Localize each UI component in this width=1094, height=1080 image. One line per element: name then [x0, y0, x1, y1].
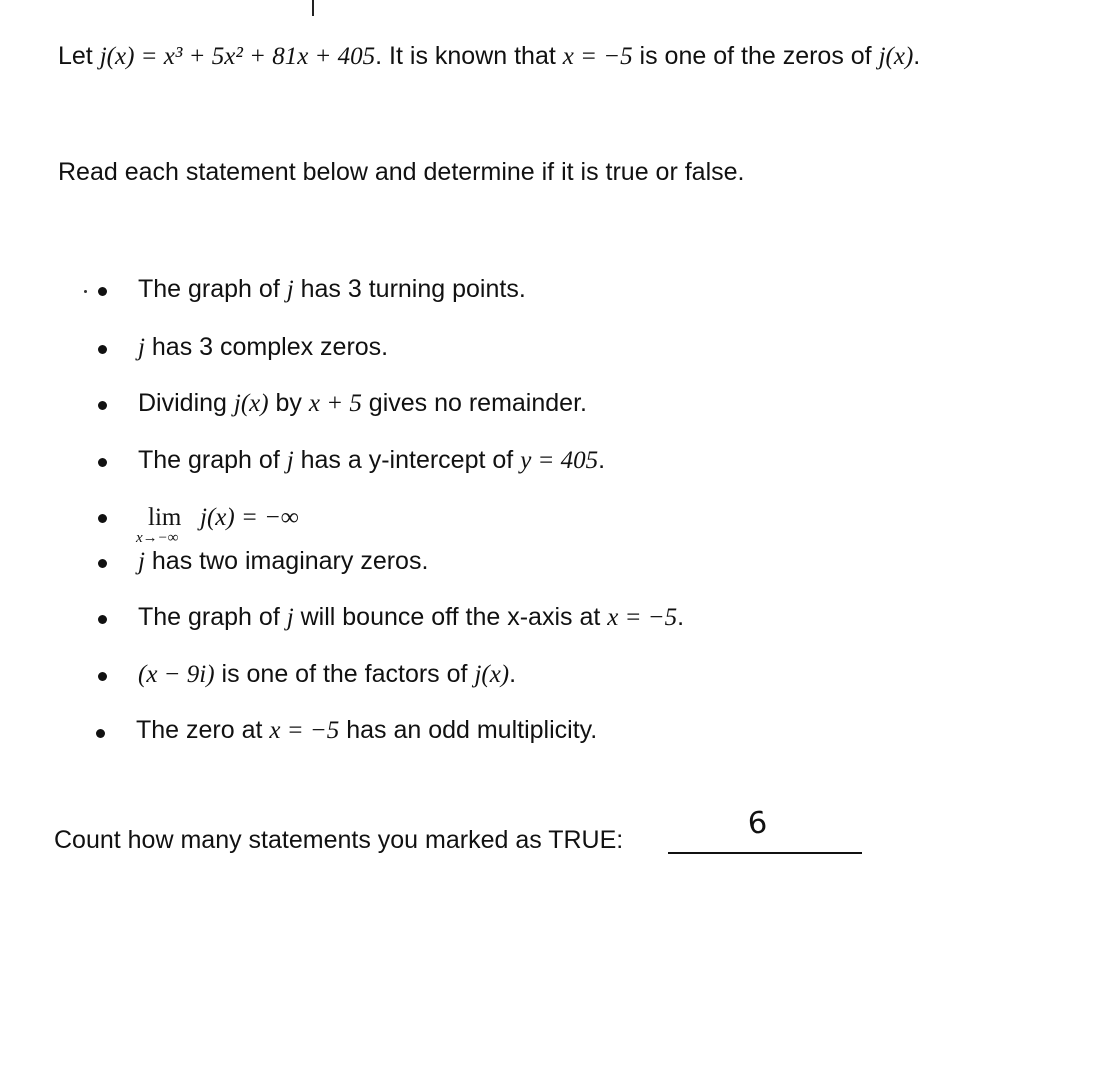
statement-7: The graph of j will bounce off the x-axis at x = −5. [138, 603, 685, 631]
intro-end: . [913, 42, 921, 70]
statement-2: j has 3 complex zeros. [138, 333, 389, 361]
problem-intro [58, 42, 920, 71]
answer-blank-line[interactable] [668, 852, 862, 854]
bullet [98, 287, 107, 296]
function-name: j(x) [878, 43, 914, 70]
limit-expression: j(x) = −∞ [200, 504, 299, 531]
bullet [98, 401, 107, 410]
bullet [98, 345, 107, 354]
statement-8: (x − 9i) is one of the factors of j(x). [138, 660, 517, 688]
bullet [98, 672, 107, 681]
zero-condition: x = −5 [562, 43, 633, 70]
statement-3: Dividing j(x) by x + 5 gives no remainder. [138, 389, 587, 417]
bullet [98, 615, 107, 624]
bullet [96, 729, 105, 738]
statement-4: The graph of j has a y-intercept of y = 405. [138, 446, 606, 474]
stray-pen-mark [312, 0, 314, 16]
bullet [98, 458, 107, 467]
bullet [98, 514, 107, 523]
statement-5 [136, 504, 356, 548]
count-prompt: Count how many statements you marked as TRUE: [54, 826, 624, 854]
statement-6: j has two imaginary zeros. [138, 547, 429, 575]
statement-9: The zero at x = −5 has an odd multiplicity. [136, 716, 598, 744]
intro-suffix: is one of the zeros of [632, 42, 879, 70]
intro-prefix: Let [58, 42, 100, 70]
limit-operator: lim [148, 504, 182, 531]
handwritten-answer: 6 [746, 805, 769, 842]
statement-1: The graph of j has 3 turning points. [138, 275, 526, 303]
function-definition: j(x) = x³ + 5x² + 81x + 405 [99, 43, 376, 70]
limit-subscript: x→−∞ [136, 530, 179, 546]
bullet [98, 559, 107, 568]
stray-dot [84, 290, 87, 293]
instruction-text: Read each statement below and determine if it is true or false. [58, 158, 745, 186]
intro-middle: . It is known that [375, 42, 563, 70]
